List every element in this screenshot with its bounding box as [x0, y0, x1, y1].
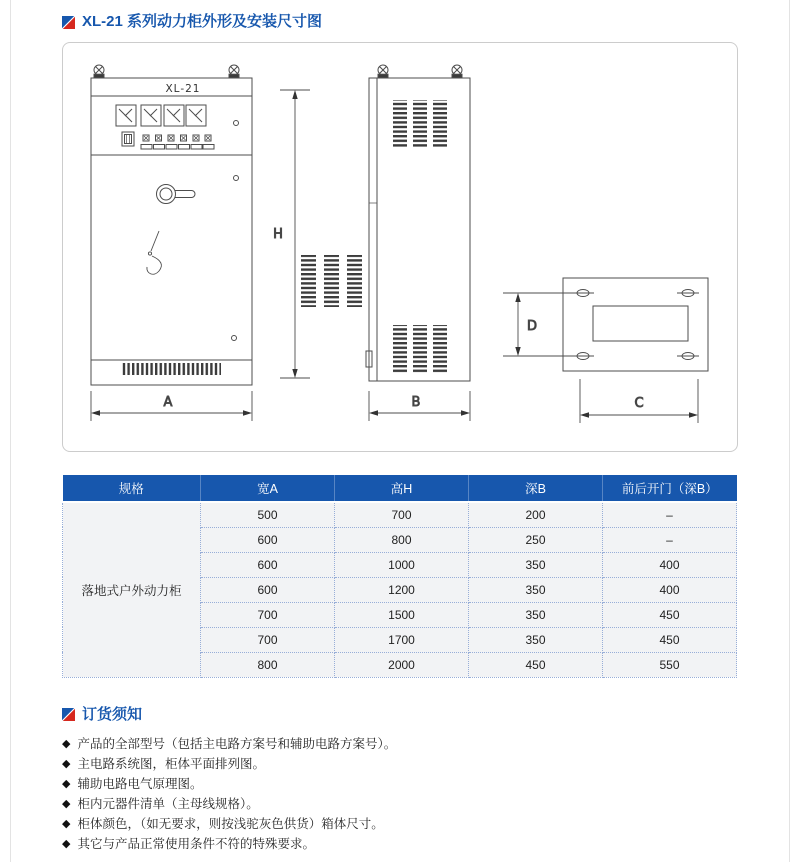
front-view	[91, 65, 252, 385]
louver-detail	[301, 255, 362, 307]
content	[62, 0, 738, 854]
cell: 350	[469, 577, 603, 602]
side-vent-top	[393, 100, 407, 148]
cell: 400	[603, 552, 737, 577]
notice-item-text: 主电路系统图，柜体平面排列图。	[77, 756, 265, 771]
diamond-bullet-icon: ◆	[62, 837, 71, 850]
cell: 800	[201, 652, 335, 677]
cell: 600	[201, 577, 335, 602]
spec-table	[62, 475, 737, 678]
cell: 350	[469, 552, 603, 577]
cell: 550	[603, 652, 737, 677]
cell: 200	[469, 502, 603, 527]
cell: 1700	[335, 627, 469, 652]
side-vent-bottom	[393, 325, 407, 373]
notice-item-text: 柜体颜色，（如无要求，则按浅驼灰色供货）箱体尺寸。	[77, 816, 384, 831]
cell: 1200	[335, 577, 469, 602]
diamond-bullet-icon: ◆	[62, 737, 71, 750]
cell: 700	[335, 502, 469, 527]
col-header-spec: 规格	[63, 475, 201, 502]
cell: 700	[201, 627, 335, 652]
knob	[234, 121, 239, 126]
indicator-row	[122, 132, 214, 149]
cell: 800	[335, 527, 469, 552]
cell: 250	[469, 527, 603, 552]
cable-squiggle	[147, 231, 161, 274]
cell: 600	[201, 527, 335, 552]
category-cell: 落地式户外动力柜	[63, 502, 201, 677]
list-item	[62, 734, 738, 754]
cell: 2000	[335, 652, 469, 677]
dim-b	[369, 391, 470, 421]
dim-h	[273, 90, 310, 378]
notice-item-text: 柜内元器件清单（主母线规格）。	[77, 796, 259, 811]
dim-label-h: H	[273, 227, 283, 242]
col-header-doors: 前后开门（深B）	[603, 475, 737, 502]
table-header-row	[63, 475, 737, 502]
col-header-depth-b: 深B	[469, 475, 603, 502]
cell: 350	[469, 602, 603, 627]
side-view	[366, 65, 470, 381]
mounting-slots	[572, 290, 699, 360]
cell: 600	[201, 552, 335, 577]
list-item	[62, 814, 738, 834]
cell: 500	[201, 502, 335, 527]
col-header-width-a: 宽A	[201, 475, 335, 502]
dimension-diagram-panel	[62, 42, 738, 452]
knob	[234, 176, 239, 181]
cell: 450	[469, 652, 603, 677]
notice-list	[62, 734, 738, 854]
handle-icon	[157, 185, 196, 204]
diamond-bullet-icon: ◆	[62, 797, 71, 810]
notice-item-text: 辅助电路电气原理图。	[77, 776, 203, 791]
cell: 1500	[335, 602, 469, 627]
diamond-bullet-icon: ◆	[62, 777, 71, 790]
dim-label-b: B	[411, 395, 421, 410]
diamond-bullet-icon: ◆	[62, 817, 71, 830]
diamond-bullet-icon: ◆	[62, 757, 71, 770]
dim-c	[580, 379, 698, 423]
dim-label-a: A	[163, 395, 173, 410]
notice-item-text: 产品的全部型号（包括主电路方案号和辅助电路方案号）。	[77, 736, 397, 751]
page-title-row	[62, 13, 738, 31]
dim-label-d: D	[526, 319, 538, 334]
list-item	[62, 834, 738, 854]
notice-title-row	[62, 706, 738, 724]
notice-item-text: 其它与产品正常使用条件不符的特殊要求。	[77, 836, 315, 851]
mounting-view	[563, 278, 708, 371]
col-header-height-h: 高H	[335, 475, 469, 502]
cell: 1000	[335, 552, 469, 577]
table-row	[63, 502, 737, 527]
flag-icon	[62, 708, 75, 721]
list-item	[62, 794, 738, 814]
cell: 350	[469, 627, 603, 652]
dim-a	[91, 391, 252, 421]
cell: 400	[603, 577, 737, 602]
front-vent-grille	[121, 363, 221, 375]
list-item	[62, 754, 738, 774]
cabinet-nameplate: XL-21	[165, 83, 201, 95]
cell: –	[603, 527, 737, 552]
cell: –	[603, 502, 737, 527]
cell: 700	[201, 602, 335, 627]
meter-icons	[116, 105, 206, 126]
flag-icon	[62, 16, 75, 29]
notice-title: 订货须知	[82, 705, 143, 723]
cell: 450	[603, 627, 737, 652]
dimension-diagram	[63, 43, 738, 452]
knob	[232, 336, 237, 341]
dim-label-c: C	[634, 396, 644, 411]
cell: 450	[603, 602, 737, 627]
list-item	[62, 774, 738, 794]
page-title: XL-21 系列动力柜外形及安装尺寸图	[82, 13, 323, 30]
dim-d	[503, 293, 572, 356]
